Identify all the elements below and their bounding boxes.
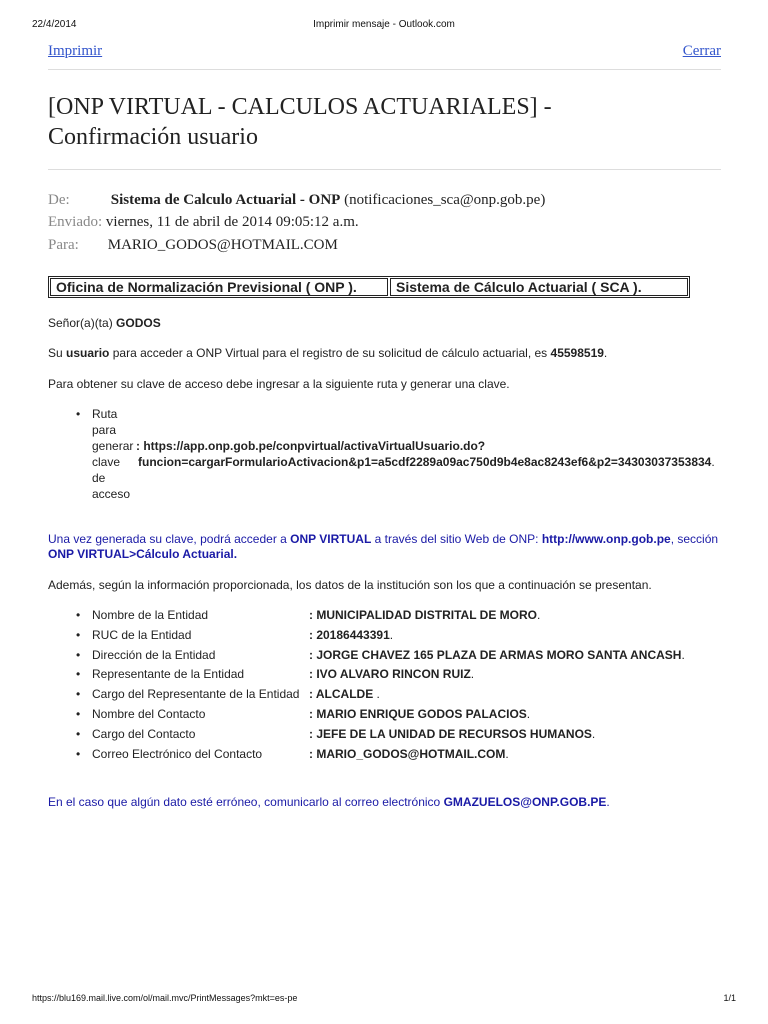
info-value: : JORGE CHAVEZ 165 PLAZA DE ARMAS MORO SANTA ANCASH. [309, 647, 685, 662]
sent-value: viernes, 11 de abril de 2014 09:05:12 a.m. [105, 214, 359, 230]
user-middle: para acceder a ONP Virtual para el registro de su solicitud de cálculo actuarial, es [112, 346, 548, 360]
info-key: Correo Electrónico del Contacto [92, 746, 263, 761]
page-number: 1/1 [723, 993, 736, 1003]
bullet-icon: • [76, 687, 81, 702]
close-link[interactable]: Cerrar [682, 43, 721, 59]
error-end: . [606, 795, 610, 809]
error-text: En el caso que algún dato esté erróneo, comunicarlo al correo electrónico [48, 795, 441, 809]
error-email[interactable]: GMAZUELOS@ONP.GOB.PE [443, 795, 607, 809]
banner [48, 276, 690, 298]
virtual-section: ONP VIRTUAL>Cálculo Actuarial. [48, 547, 238, 561]
info-key: Nombre de la Entidad [92, 608, 209, 622]
user-end: . [603, 346, 608, 360]
bullet-icon: • [76, 667, 81, 682]
info-value: : MUNICIPALIDAD DISTRITAL DE MORO. [309, 608, 541, 622]
greeting-prefix: Señor(a)(ta) [48, 316, 113, 330]
route-label-word: de [92, 471, 106, 485]
bullet-icon: • [76, 627, 81, 642]
virtual-paragraph-line1 [48, 532, 718, 546]
info-value: : IVO ALVARO RINCON RUIZ. [309, 667, 475, 682]
virtual-text: , sección [670, 532, 719, 546]
info-key: Nombre del Contacto [92, 706, 206, 721]
bullet-icon: • [76, 746, 81, 761]
divider [48, 169, 721, 170]
user-prefix: Su [48, 346, 63, 360]
print-link[interactable]: Imprimir [48, 43, 103, 59]
route-label-word: generar [92, 439, 134, 453]
route-url-params[interactable]: funcion=cargarFormularioActivacion&p1=a5cdf2289a09ac750d9b4e8ac8243ef6&p2=34303037353834 [138, 455, 712, 469]
banner-onp: Oficina de Normalización Previsional ( ONP ). [50, 278, 388, 296]
info-key: Representante de la Entidad [92, 667, 245, 682]
user-paragraph [48, 346, 607, 360]
virtual-name: ONP VIRTUAL [290, 532, 372, 546]
greeting [48, 316, 161, 330]
greeting-name: GODOS [116, 316, 161, 330]
virtual-text: Una vez generada su clave, podrá acceder a [48, 532, 287, 546]
from-label: De: [48, 192, 70, 208]
from-row [48, 192, 545, 209]
route-label-word: acceso [92, 487, 131, 501]
info-value: : JEFE DE LA UNIDAD DE RECURSOS HUMANOS. [309, 726, 596, 741]
to-value: MARIO_GODOS@HOTMAIL.COM [107, 237, 338, 253]
route-end: . [711, 455, 715, 469]
info-value: : 20186443391. [309, 627, 394, 642]
route-url-line2[interactable] [138, 454, 715, 470]
route-label [92, 406, 140, 502]
from-name: Sistema de Calculo Actuarial - ONP [110, 192, 341, 208]
bullet-icon: • [76, 647, 81, 662]
onp-website-link[interactable]: http://www.onp.gob.pe [541, 532, 671, 546]
route-url-line1[interactable]: : https://app.onp.gob.pe/conpvirtual/activaVirtualUsuario.do? [136, 439, 486, 453]
route-label-word: clave [92, 455, 121, 469]
info-value: : MARIO ENRIQUE GODOS PALACIOS. [309, 706, 531, 721]
route-label-word: Ruta [92, 407, 118, 421]
action-bar [48, 43, 721, 60]
info-value: : MARIO_GODOS@HOTMAIL.COM. [309, 746, 509, 761]
info-value: : ALCALDE . [309, 687, 380, 702]
info-key: Cargo del Representante de la Entidad [92, 687, 300, 702]
access-paragraph: Para obtener su clave de acceso debe ingresar a la siguiente ruta y generar una clave. [48, 377, 510, 391]
virtual-paragraph-line2 [48, 547, 237, 561]
print-date: 22/4/2014 [32, 19, 77, 30]
bullet-icon: • [76, 608, 81, 622]
subject [48, 92, 728, 152]
info-key: Dirección de la Entidad [92, 647, 216, 662]
info-intro: Además, según la información proporcionada, los datos de la institución son los que a continuación se presentan. [48, 578, 652, 592]
error-paragraph [48, 795, 610, 809]
virtual-text: a través del sitio Web de ONP: [374, 532, 539, 546]
from-email: (notificaciones_sca@onp.gob.pe) [344, 192, 546, 208]
user-number: 45598519 [550, 346, 604, 360]
to-row [48, 237, 338, 254]
sent-row [48, 214, 359, 231]
to-label: Para: [48, 237, 79, 253]
print-header [0, 19, 768, 33]
print-url: https://blu169.mail.live.com/ol/mail.mvc/PrintMessages?mkt=es-pe [32, 993, 298, 1003]
info-key: RUC de la Entidad [92, 627, 192, 642]
bullet-icon: • [76, 706, 81, 721]
bullet-icon: • [76, 407, 81, 421]
bullet-icon: • [76, 726, 81, 741]
print-title: Imprimir mensaje - Outlook.com [313, 19, 455, 30]
route-label-word: para [92, 423, 117, 437]
banner-sca: Sistema de Cálculo Actuarial ( SCA ). [390, 278, 688, 296]
subject-line-1: [ONP VIRTUAL - CALCULOS ACTUARIALES] - [48, 94, 552, 120]
info-key: Cargo del Contacto [92, 726, 196, 741]
subject-line-2: Confirmación usuario [48, 124, 258, 150]
user-word: usuario [66, 346, 110, 360]
divider [48, 69, 721, 70]
sent-label: Enviado: [48, 214, 103, 230]
